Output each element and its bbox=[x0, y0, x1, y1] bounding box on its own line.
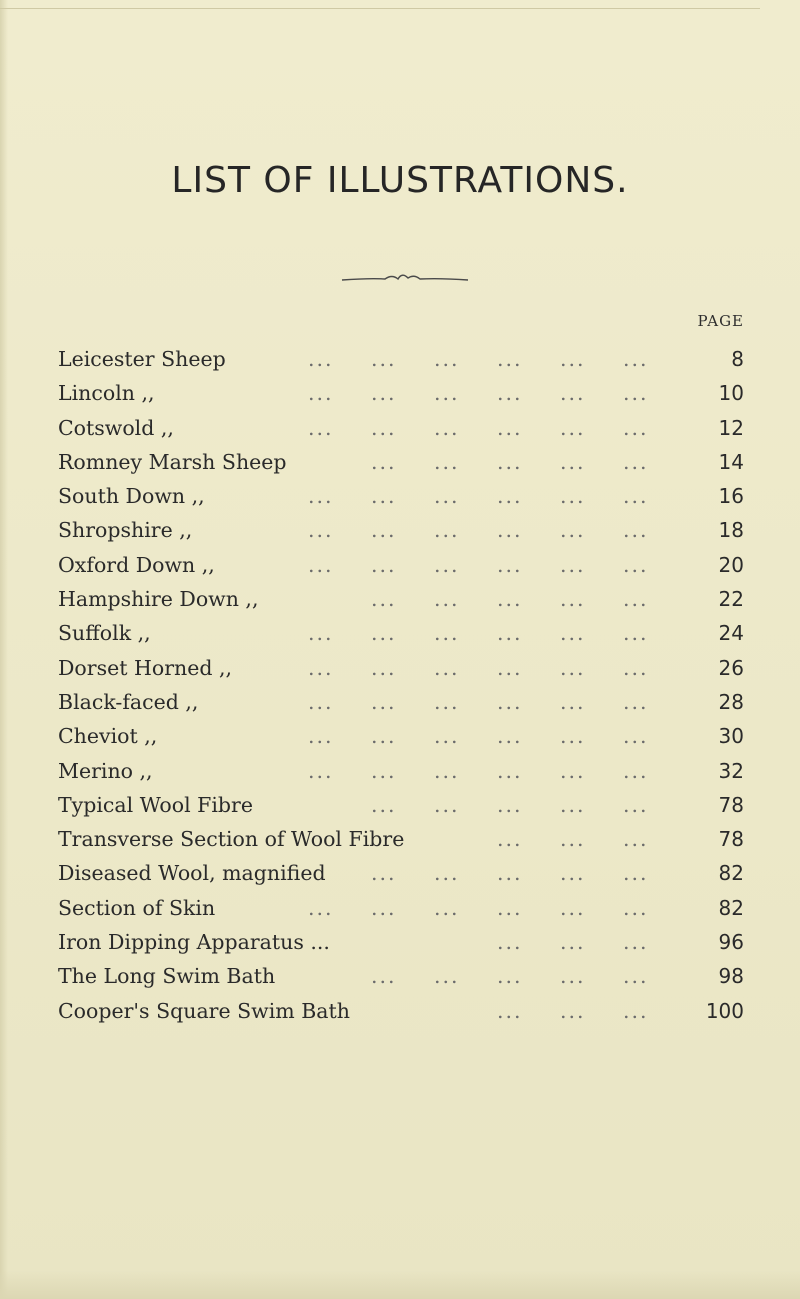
list-item bbox=[58, 445, 744, 479]
page-number: 78 bbox=[718, 827, 744, 852]
illustration-title: Merino ,, bbox=[58, 758, 153, 783]
illustration-title: Lincoln ,, bbox=[58, 381, 155, 406]
dot-leader: ... ... ... ... ... ... bbox=[308, 347, 649, 371]
page-title: LIST OF ILLUSTRATIONS. bbox=[171, 160, 629, 201]
dot-leader: ... ... ... ... ... bbox=[371, 792, 649, 817]
dot-leader: ... ... ... ... ... bbox=[371, 964, 649, 989]
dot-leader: ... ... ... ... ... bbox=[371, 861, 649, 886]
list-item bbox=[58, 582, 744, 616]
illustration-title: Leicester Sheep bbox=[58, 347, 226, 371]
illustration-title: Typical Wool Fibre bbox=[58, 792, 253, 817]
illustration-title: Cooper's Square Swim Bath bbox=[58, 998, 350, 1023]
list-item bbox=[58, 994, 744, 1028]
illustration-title: Transverse Section of Wool Fibre bbox=[58, 827, 405, 852]
page-bottom-shade bbox=[0, 1270, 800, 1299]
page-number: 78 bbox=[718, 792, 744, 817]
dot-leader: ... ... ... bbox=[497, 827, 649, 852]
page-number: 96 bbox=[718, 930, 744, 955]
illustration-title: Suffolk ,, bbox=[58, 621, 151, 646]
title-ornament bbox=[340, 268, 470, 288]
list-item bbox=[58, 411, 744, 445]
illustration-title: Hampshire Down ,, bbox=[58, 587, 259, 612]
illustration-title: Dorset Horned ,, bbox=[58, 655, 233, 680]
dot-leader: ... ... ... ... ... ... bbox=[308, 724, 649, 749]
list-item bbox=[58, 856, 744, 890]
page-number: 82 bbox=[718, 861, 744, 886]
dot-leader: ... ... ... ... ... ... bbox=[308, 484, 649, 509]
illustration-title: Oxford Down ,, bbox=[58, 552, 215, 577]
list-item bbox=[58, 925, 744, 959]
illustration-title: Shropshire ,, bbox=[58, 518, 193, 543]
dot-leader: ... ... ... bbox=[497, 930, 649, 955]
page-number: 12 bbox=[718, 415, 744, 440]
page-number: 82 bbox=[718, 895, 744, 920]
list-item bbox=[58, 891, 744, 925]
page-number: 14 bbox=[718, 449, 744, 474]
illustration-title: Diseased Wool, magnified bbox=[58, 861, 326, 886]
illustration-title: Section of Skin bbox=[58, 895, 216, 920]
top-rule bbox=[0, 0, 760, 9]
page-number: 22 bbox=[718, 587, 744, 612]
page-number: 8 bbox=[731, 347, 744, 371]
page-column-header: PAGE bbox=[697, 312, 744, 330]
page-number: 100 bbox=[705, 998, 744, 1023]
page-number: 32 bbox=[718, 758, 744, 783]
dot-leader: ... ... ... ... ... ... bbox=[308, 552, 649, 577]
page-number: 20 bbox=[718, 552, 744, 577]
list-item bbox=[58, 513, 744, 547]
illustration-title: Black-faced ,, bbox=[58, 689, 199, 714]
list-item bbox=[58, 479, 744, 513]
list-item bbox=[58, 719, 744, 753]
illustrations-list bbox=[58, 342, 744, 1028]
page-number: 18 bbox=[718, 518, 744, 543]
dot-leader: ... ... ... ... ... ... bbox=[308, 518, 649, 543]
list-item bbox=[58, 822, 744, 856]
illustration-title: The Long Swim Bath bbox=[58, 964, 276, 989]
dot-leader: ... ... ... ... ... ... bbox=[308, 415, 649, 440]
illustration-title: Iron Dipping Apparatus ... bbox=[58, 930, 330, 955]
dot-leader: ... ... ... ... ... ... bbox=[308, 895, 649, 920]
list-item bbox=[58, 548, 744, 582]
page-number: 10 bbox=[718, 381, 744, 406]
page-number: 30 bbox=[718, 724, 744, 749]
list-item bbox=[58, 788, 744, 822]
list-item bbox=[58, 342, 744, 376]
list-item bbox=[58, 685, 744, 719]
dot-leader: ... ... ... ... ... ... bbox=[308, 655, 649, 680]
dot-leader: ... ... ... ... ... ... bbox=[308, 381, 649, 406]
page-number: 16 bbox=[718, 484, 744, 509]
dot-leader: ... ... ... ... ... ... bbox=[308, 758, 649, 783]
page-number: 26 bbox=[718, 655, 744, 680]
dot-leader: ... ... ... bbox=[497, 998, 649, 1023]
page-number: 28 bbox=[718, 689, 744, 714]
page-number: 98 bbox=[718, 964, 744, 989]
dot-leader: ... ... ... ... ... bbox=[371, 587, 649, 612]
list-item bbox=[58, 376, 744, 410]
illustration-title: Cotswold ,, bbox=[58, 415, 174, 440]
dot-leader: ... ... ... ... ... bbox=[371, 449, 649, 474]
illustration-title: South Down ,, bbox=[58, 484, 205, 509]
dot-leader: ... ... ... ... ... ... bbox=[308, 621, 649, 646]
list-item bbox=[58, 959, 744, 993]
list-item bbox=[58, 651, 744, 685]
list-item bbox=[58, 754, 744, 788]
list-item bbox=[58, 616, 744, 650]
page-number: 24 bbox=[718, 621, 744, 646]
illustration-title: Romney Marsh Sheep bbox=[58, 449, 287, 474]
dot-leader: ... ... ... ... ... ... bbox=[308, 689, 649, 714]
illustration-title: Cheviot ,, bbox=[58, 724, 158, 749]
